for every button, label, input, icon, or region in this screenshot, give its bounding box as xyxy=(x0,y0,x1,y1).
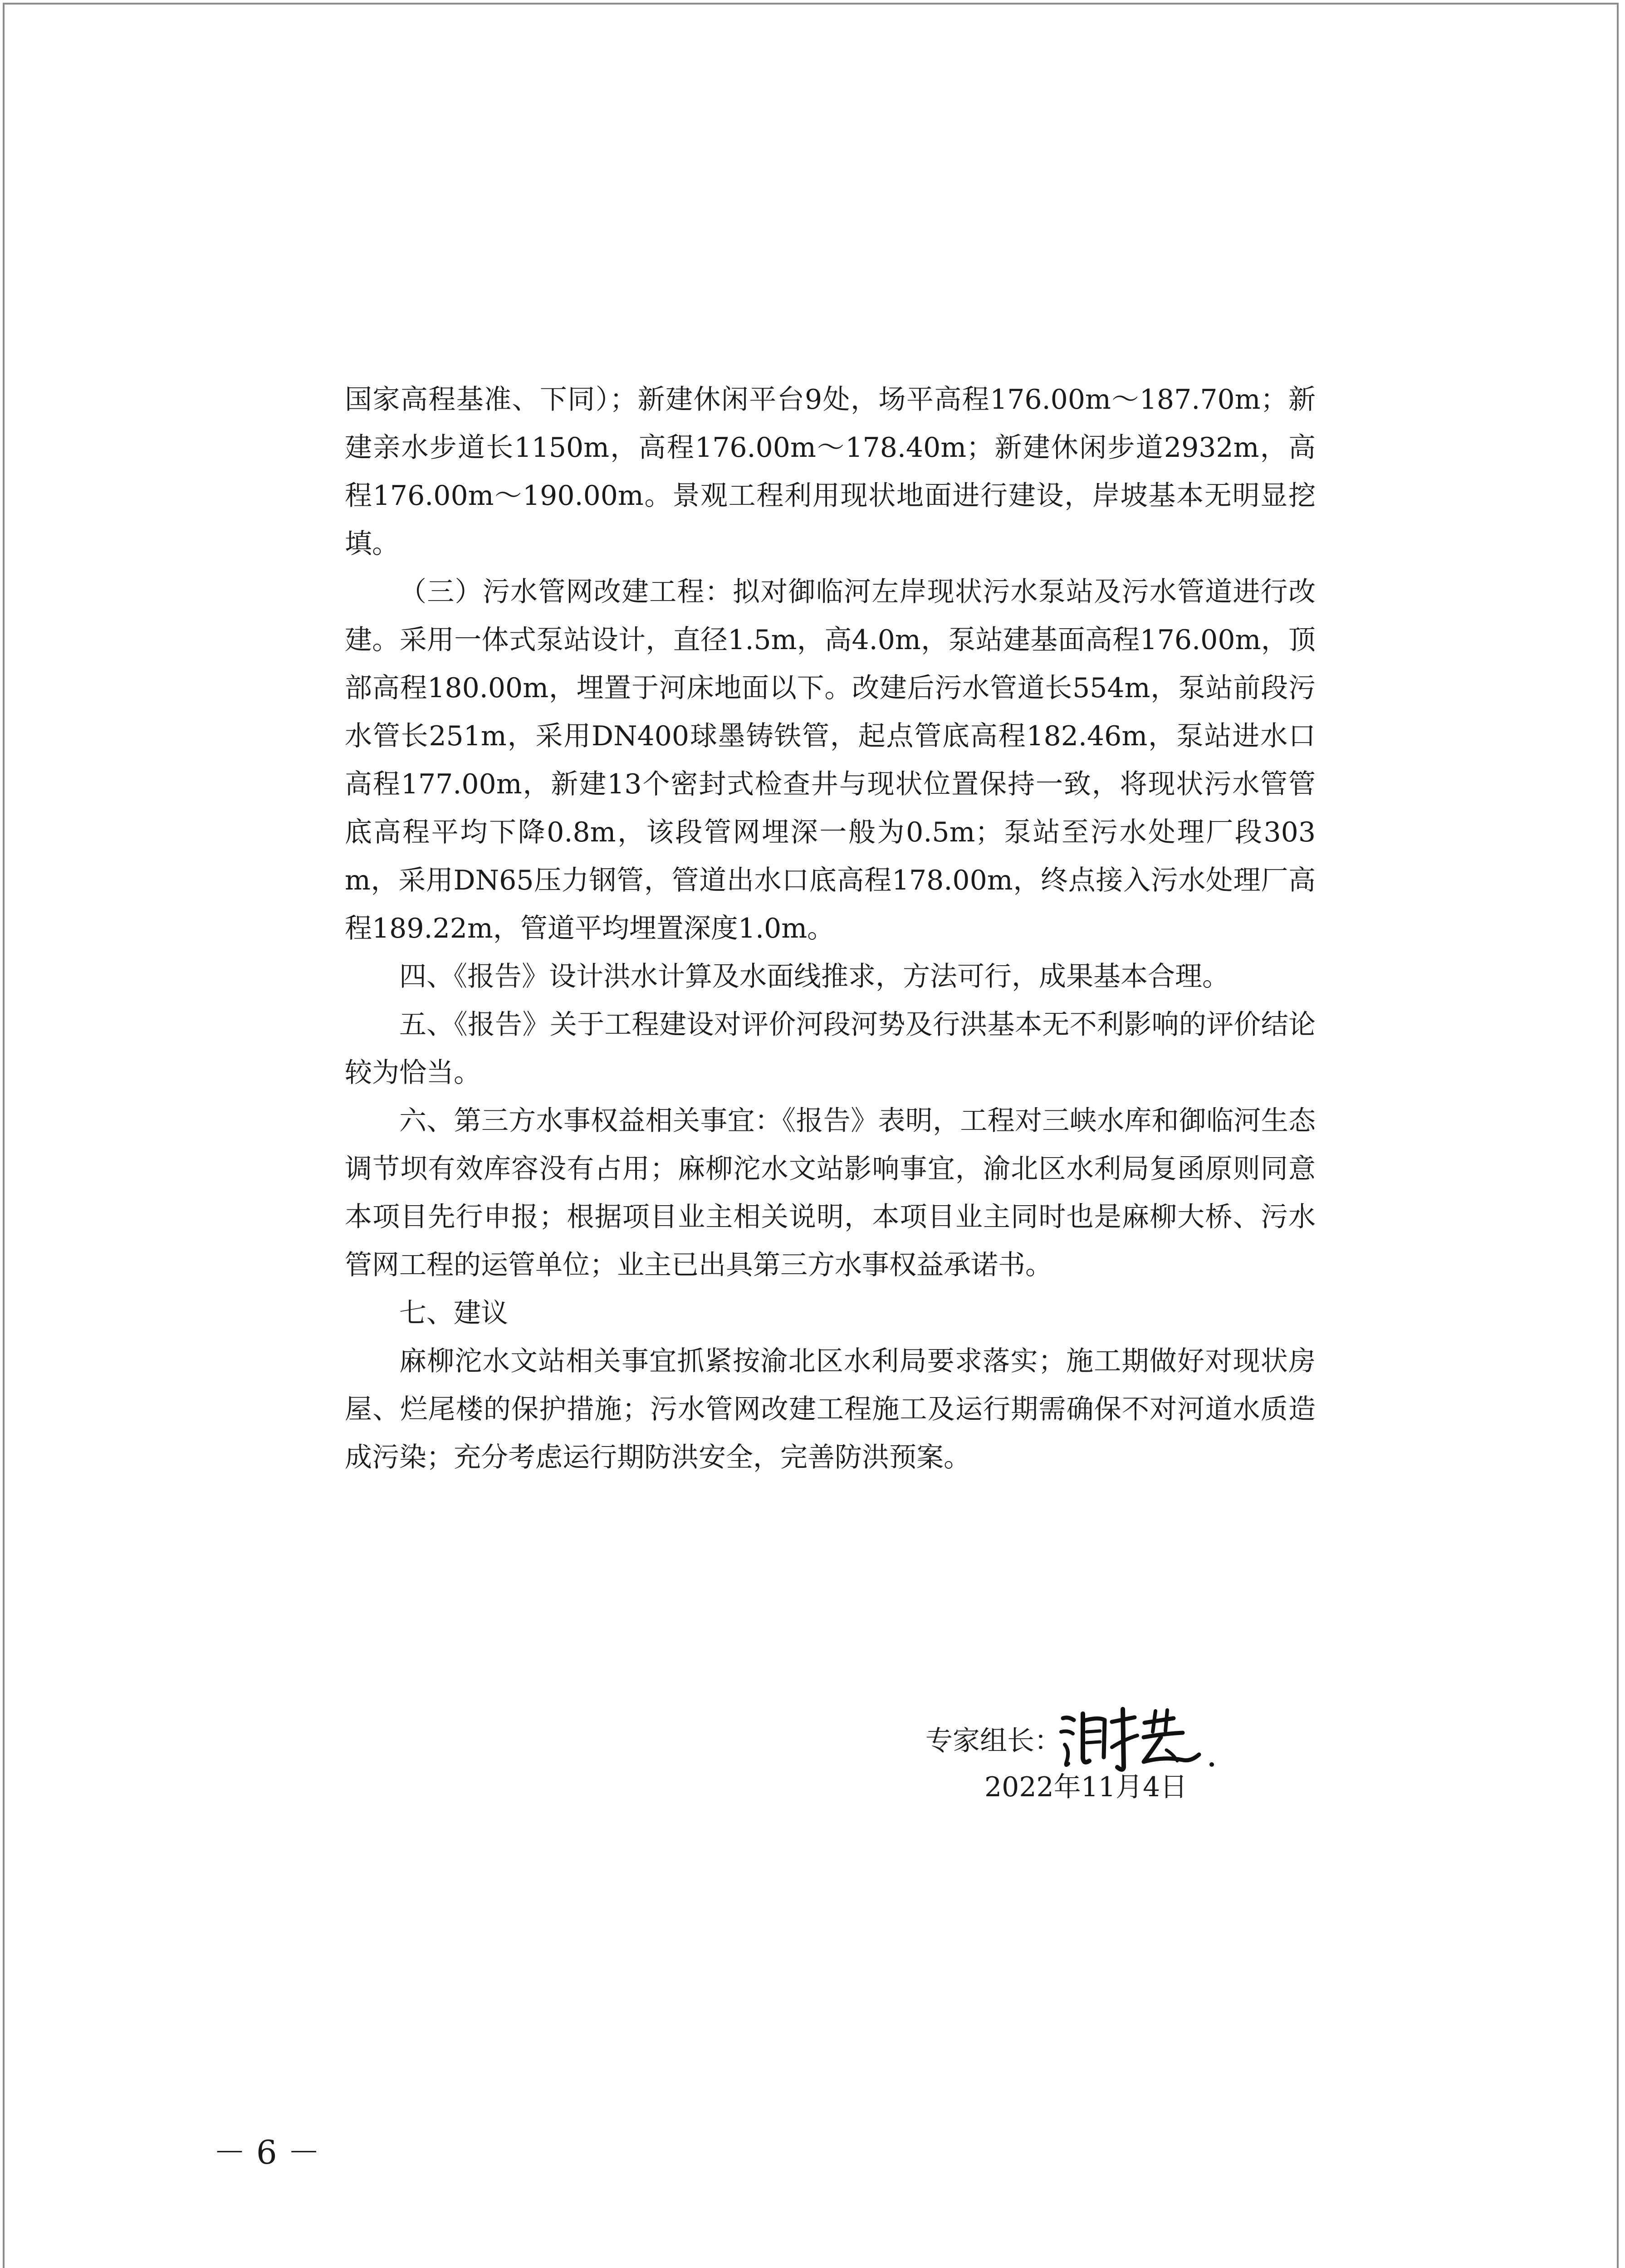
handwritten-signature xyxy=(1055,1704,1218,1772)
signature-date: 2022年11月4日 xyxy=(984,1771,1188,1803)
document-body xyxy=(345,376,1316,1481)
paragraph-6-heading: 七、建议 xyxy=(399,1297,508,1329)
paragraph-7: 麻柳沱水文站相关事宜抓紧按渝北区水利局要求落实；施工期做好对现状房屋、烂尾楼的保护措施；污水管网改建工程施工及运行期需确保不对河道水质造成污染；充分考虑运行期防洪安全，完善防洪预案。 xyxy=(345,1345,1316,1473)
page-number: － 6 － xyxy=(213,2133,320,2171)
paragraph-1: 国家高程基准、下同）；新建休闲平台9处，场平高程176.00m～187.70m；新建亲水步道长1150m，高程176.00m～178.40m；新建休闲步道2932m，高程176.00m～190.00m。景观工程利用现状地面进行建设，岸坡基本无明显挖填。 xyxy=(345,384,1316,560)
paragraph-3: 四、《报告》设计洪水计算及水面线推求，方法可行，成果基本合理。 xyxy=(399,961,1229,992)
paragraph-2: （三）污水管网改建工程：拟对御临河左岸现状污水泵站及污水管道进行改建。采用一体式泵站设计，直径1.5m，高4.0m，泵站建基面高程176.00m，顶部高程180.00m，埋置于河床地面以下。改建后污水管道长554m，泵站前段污水管长251m，采用DN400球墨铸铁管，起点管底高程182.46m，泵站进水口高程177.00m，新建13个密封式检查井与现状位置保持一致，将现状污水管管底高程平均下降0.8m，该段管网埋深一般为0.5m；泵站至污水处理厂段303m，采用DN65压力钢管，管道出水口底高程178.00m，终点接入污水处理厂高程189.22m，管道平均埋置深度1.0m。 xyxy=(345,576,1316,944)
signature-block xyxy=(925,1709,1270,1764)
paragraph-4: 五、《报告》关于工程建设对评价河段河势及行洪基本无不利影响的评价结论较为恰当。 xyxy=(345,1009,1316,1089)
paragraph-5: 六、第三方水事权益相关事宜：《报告》表明，工程对三峡水库和御临河生态调节坝有效库容没有占用；麻柳沱水文站影响事宜，渝北区水利局复函原则同意本项目先行申报；根据项目业主相关说明，本项目业主同时也是麻柳大桥、污水管网工程的运管单位；业主已出具第三方水事权益承诺书。 xyxy=(345,1105,1316,1281)
signature-label: 专家组长： xyxy=(925,1725,1062,1757)
